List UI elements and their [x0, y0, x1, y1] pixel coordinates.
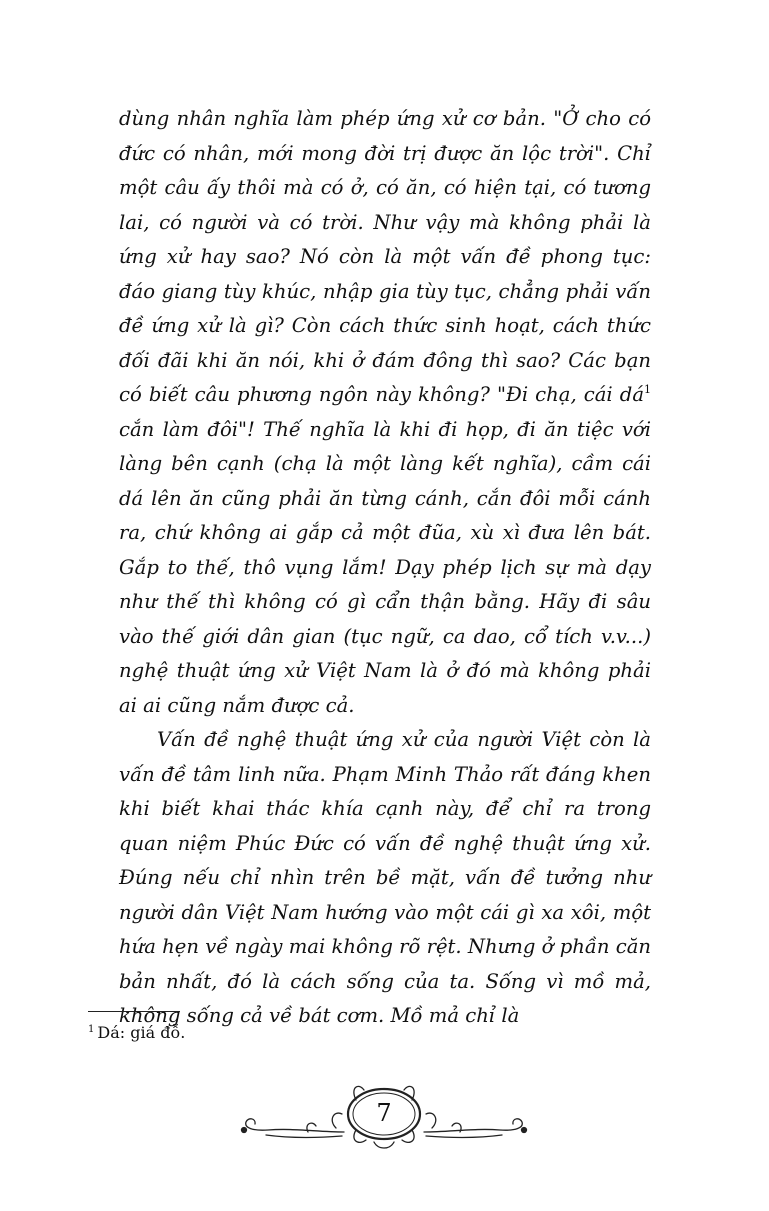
page-number: 7: [376, 1099, 392, 1127]
footnote-reference[interactable]: 1: [644, 383, 651, 396]
footnote: [88, 1023, 185, 1042]
footnote-divider: [88, 1011, 180, 1012]
footnote-text: Dá: giá đỗ.: [97, 1023, 186, 1042]
paragraph-1: [119, 102, 651, 723]
paragraph-2: Vấn đề nghệ thuật ứng xử của người Việt còn là vấn đề tâm linh nữa. Phạm Minh Thảo rất đáng khen khi biết khai thác khía cạnh này, để chỉ ra trong quan niệm Phúc Đức có vấn đề nghệ thuật ứng xử. Đúng nếu chỉ nhìn trên bề mặt, vấn đề tưởng như người dân Việt Nam hướng vào một cái gì xa xôi, một hứa hẹn về ngày mai không rõ rệt. Nhưng ở phần căn bản nhất, đó là cách sống của ta. Sống vì mồ mả, không sống cả về bát cơm. Mồ mả chỉ là: [119, 728, 651, 1027]
paragraph-1-text-b: cắn làm đôi"! Thế nghĩa là khi đi họp, đi ăn tiệc với làng bên cạnh (chạ là một làng kết nghĩa), cầm cái dá lên ăn cũng phải ăn từng cánh, cắn đôi mỗi cánh ra, chứ không ai gắp cả một đũa, xù xì đưa lên bát. Gắp to thế, thô vụng lắm! Dạy phép lịch sự mà dạy như thế thì không có gì cẩn thận bằng. Hãy đi sâu vào thế giới dân gian (tục ngữ, ca dao, cổ tích v.v...) nghệ thuật ứng xử Việt Nam là ở đó mà không phải ai ai cũng nắm được cả.: [119, 417, 651, 717]
paragraph-1-text-a: dùng nhân nghĩa làm phép ứng xử cơ bản. "Ở cho có đức có nhân, mới mong đời trị được ăn lộc trời". Chỉ một câu ấy thôi mà có ở, có ăn, có hiện tại, có tương lai, có người và có trời. Như vậy mà không phải là ứng xử hay sao? Nó còn là một vấn đề phong tục: đáo giang tùy khúc, nhập gia tùy tục, chẳng phải vấn đề ứng xử là gì? Còn cách thức sinh hoạt, cách thức đối đãi khi ăn nói, khi ở đám đông thì sao? Các bạn có biết câu phương ngôn này không? "Đi chạ, cái dá: [119, 107, 651, 406]
body-text: [119, 102, 651, 1034]
footnote-number: 1: [88, 1024, 95, 1035]
